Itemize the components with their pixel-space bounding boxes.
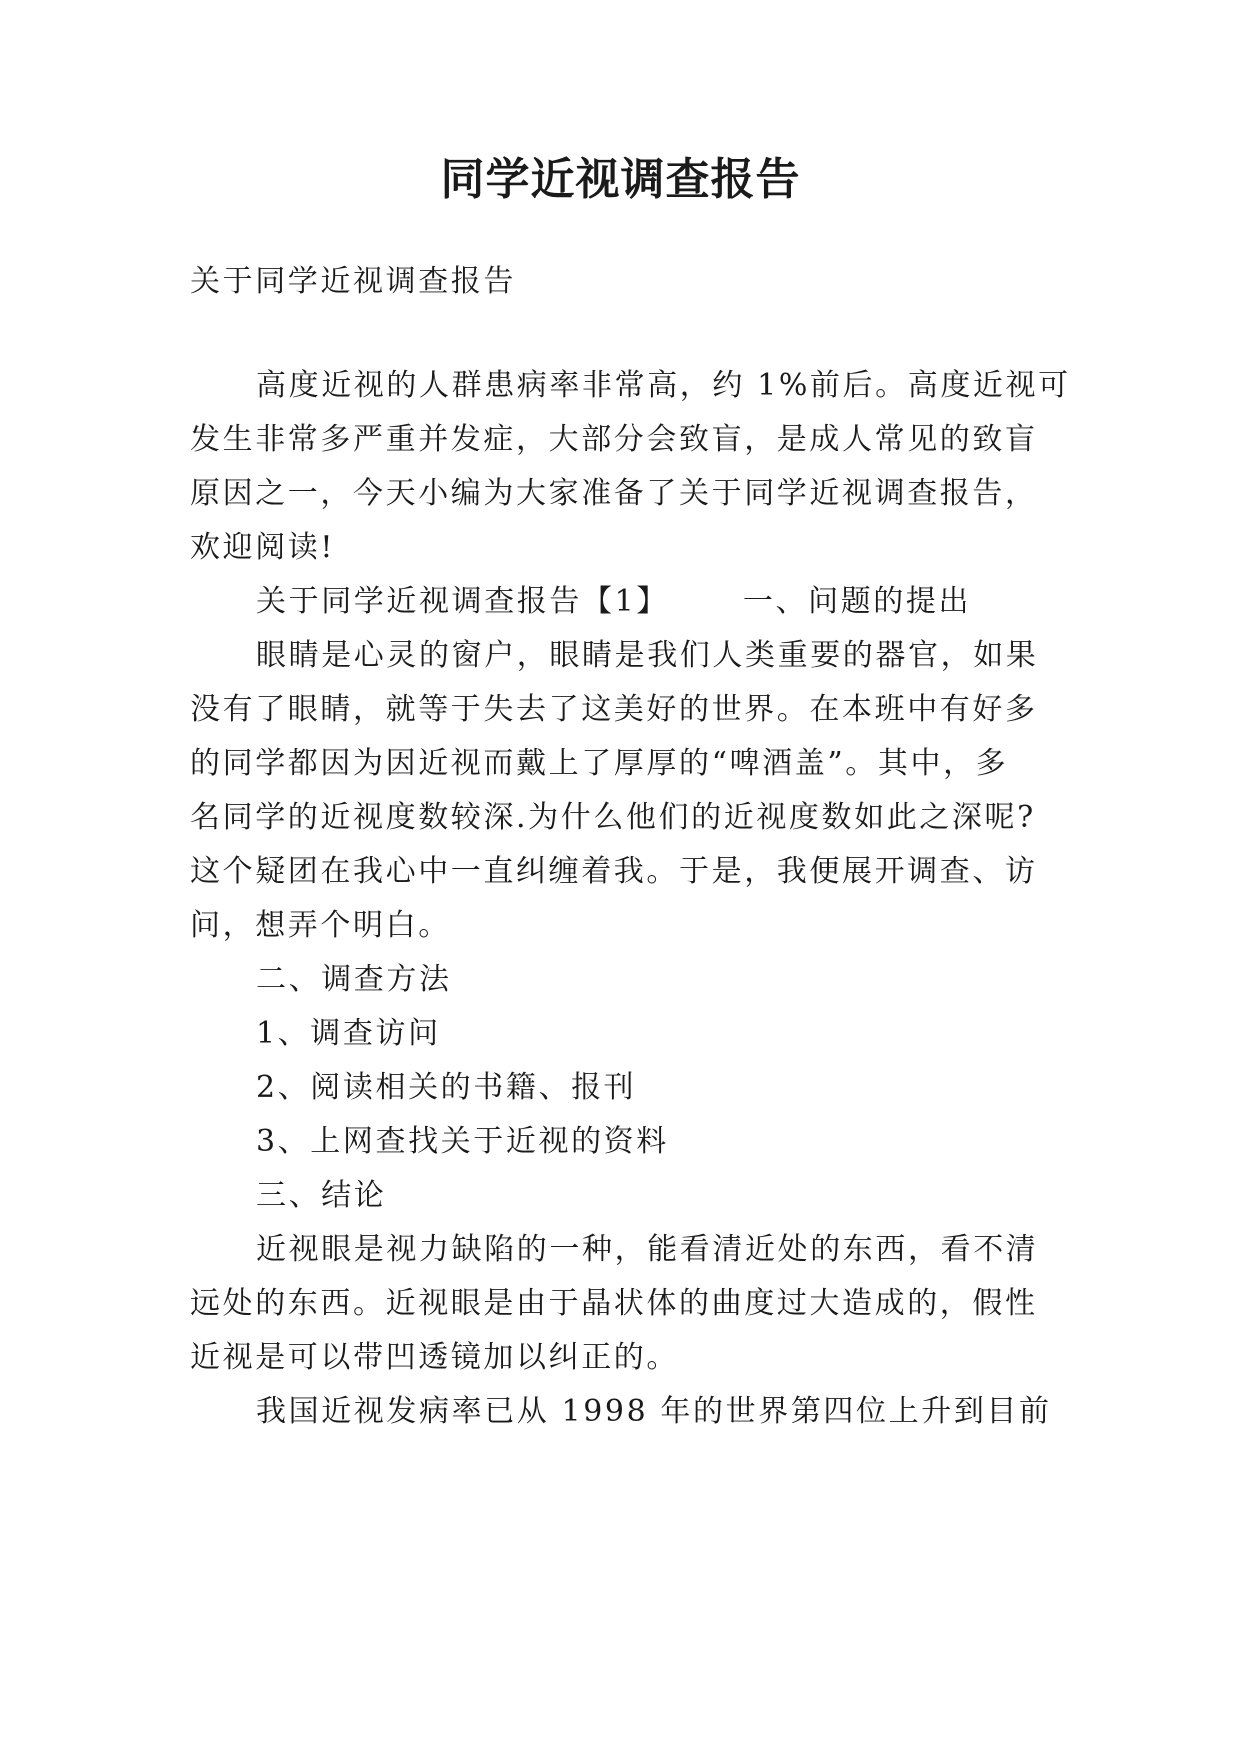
- section-heading-title: 关于同学近视调查报告【1】: [256, 584, 669, 619]
- paragraph-line: 高度近视的人群患病率非常高，约 1%前后。高度近视可: [256, 368, 1071, 403]
- list-item: 2、阅读相关的书籍、报刊: [256, 1070, 637, 1105]
- paragraph-line: 近视眼是视力缺陷的一种，能看清近处的东西，看不清: [256, 1232, 1039, 1267]
- paragraph-line: 我国近视发病率已从 1998 年的世界第四位上升到目前: [256, 1394, 1052, 1429]
- section-heading-subtitle: 一、问题的提出: [742, 584, 972, 619]
- paragraph-line: 问，想弄个明白。: [190, 908, 451, 943]
- document-subtitle: 关于同学近视调查报告: [190, 264, 516, 299]
- paragraph-line: 近视是可以带凹透镜加以纠正的。: [190, 1340, 679, 1375]
- paragraph-line: 没有了眼睛，就等于失去了这美好的世界。在本班中有好多: [190, 692, 1038, 727]
- list-item: 1、调查访问: [256, 1016, 441, 1051]
- paragraph-line: 发生非常多严重并发症，大部分会致盲，是成人常见的致盲: [190, 422, 1038, 457]
- document-title: 同学近视调查报告: [440, 154, 801, 205]
- section-heading: 二、调查方法: [256, 962, 452, 997]
- paragraph-line: 名同学的近视度数较深.为什么他们的近视度数如此之深呢?: [190, 800, 1036, 835]
- paragraph-line: 原因之一，今天小编为大家准备了关于同学近视调查报告，: [190, 476, 1038, 511]
- list-item: 3、上网查找关于近视的资料: [256, 1124, 669, 1159]
- paragraph-line: 眼睛是心灵的窗户，眼睛是我们人类重要的器官，如果: [256, 638, 1039, 673]
- paragraph-line: 这个疑团在我心中一直纠缠着我。于是，我便展开调查、访: [190, 854, 1038, 889]
- paragraph-line: 的同学都因为因近视而戴上了厚厚的“啤酒盖”。其中，多: [190, 746, 1009, 781]
- paragraph-line: 远处的东西。近视眼是由于晶状体的曲度过大造成的，假性: [190, 1286, 1038, 1321]
- paragraph-line: 欢迎阅读!: [190, 530, 336, 565]
- section-heading: 三、结论: [256, 1178, 387, 1213]
- section-heading: [256, 582, 971, 622]
